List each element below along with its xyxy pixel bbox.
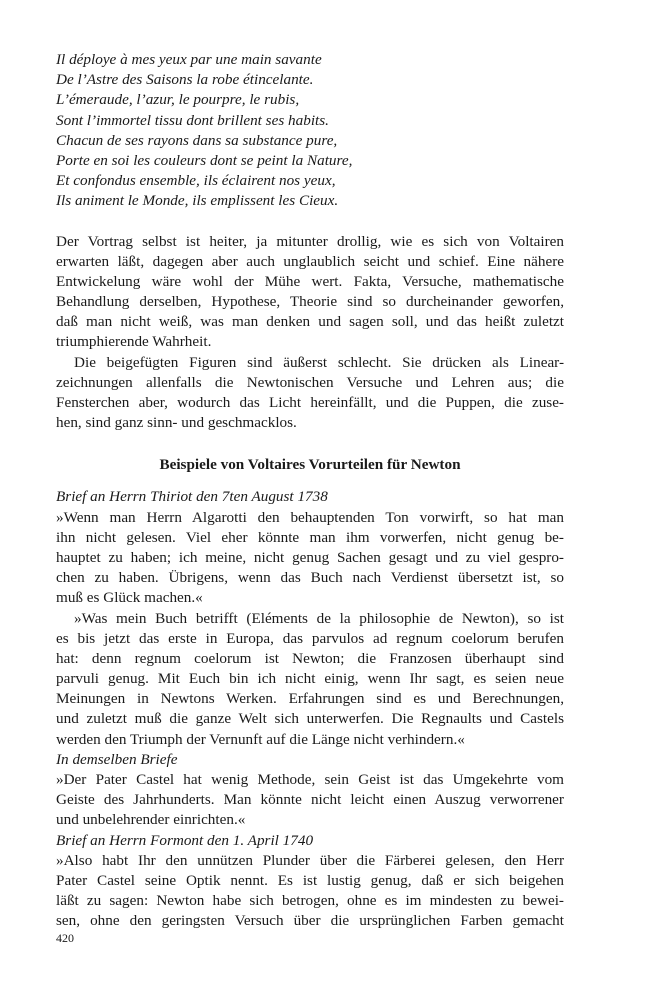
letter-title: Brief an Herrn Formont den 1. April 1740 (56, 831, 314, 849)
text-line: Fensterchen aber, wodurch das Licht hereinfällt, und die Puppen, die zuse- (56, 394, 564, 411)
text-line: »Also habt Ihr den unnützen Plunder über die Färberei gelesen, den Herr (56, 851, 564, 869)
letter-title: Brief an Herrn Thiriot den 7ten August 1738 (56, 488, 328, 506)
text-line: »Wenn man Herrn Algarotti den behauptenden Ton vorwirft, so hat man (56, 508, 564, 526)
text-line: läßt zu sagen: Newton habe sich betrogen, ohne es im mindesten zu bewei- (56, 892, 564, 910)
text-line: zeichnungen allenfalls die Newtonischen Versuche und Lehren aus; die (56, 373, 564, 391)
text-line: und zuletzt muß die ganze Welt sich unterwerfen. Die Regnaults und Castels (56, 710, 564, 728)
text-line: Meinungen in Newtons Werken. Erfahrungen sind es und Berechnungen, (56, 690, 564, 708)
text-line: und unbelehrender einrichten.« (56, 811, 246, 829)
paragraph-figuren (56, 353, 564, 434)
poem-line: Et confondus ensemble, ils éclairent nos yeux, (56, 172, 336, 190)
text-line: hen, sind ganz sinn- und geschmacklos. (56, 414, 297, 432)
letter-thiriot (56, 487, 564, 749)
text-line: sen, ohne den geringsten Versuch über die ursprünglichen Farben gemacht (56, 912, 564, 930)
text-line: Die beigefügten Figuren sind äußerst schlecht. Sie drücken als Linear- (74, 353, 564, 371)
text-line: triumphierende Wahrheit. (56, 333, 212, 351)
text-line: parvuli genug. Mit Euch bin ich nicht einig, wenn Ihr sagt, es seien neue (56, 670, 564, 688)
text-line: ihn nicht gelesen. Viel eher könnte man ihm vorwerfen, nicht genug be- (56, 528, 564, 546)
poem-line: Il déploye à mes yeux par une main savante (56, 51, 322, 68)
letter-title: In demselben Briefe (56, 750, 178, 768)
text-line: »Was mein Buch betrifft (Eléments de la philosophie de Newton), so ist (74, 609, 564, 627)
text-line: muß es Glück machen.« (56, 589, 203, 607)
page-number: 420 (56, 931, 74, 945)
text-line: Geiste des Jahrhunderts. Man könnte nicht leicht einen Auszug verworrener (56, 791, 564, 809)
text-line: es bis jetzt das erste in Europa, das parvulos ad regnum coelorum berufen (56, 629, 564, 647)
poem-line: Sont l’immortel tissu dont brillent ses habits. (56, 111, 329, 129)
poem-line: Porte en soi les couleurs dont se peint la Nature, (56, 151, 353, 169)
text-line: daß man nicht weiß, was man denken und sagen soll, und das heißt zuletzt (56, 313, 564, 331)
poem-line: Ils animent le Monde, ils emplissent les Cieux. (56, 192, 339, 210)
french-poem-quote (56, 50, 564, 212)
text-line: hauptet zu haben; ich meine, nicht genug Sachen gesagt und zu viel gespro- (56, 548, 564, 566)
page-body (56, 50, 564, 932)
letter-same (56, 750, 564, 831)
text-line: »Der Pater Castel hat wenig Methode, sein Geist ist das Umgekehrte vom (56, 771, 564, 788)
letter-formont (56, 831, 564, 932)
text-line: hat: denn regnum coelorum ist Newton; die Franzosen überhaupt sind (56, 649, 564, 667)
text-line: werden den Triumph der Vernunft auf die Länge nicht verhindern.« (56, 730, 465, 748)
section-heading: Beispiele von Voltaires Vorurteilen für Newton (159, 456, 461, 474)
poem-line: L’émeraude, l’azur, le pourpre, le rubis, (56, 91, 300, 109)
text-line: Pater Castel seine Optik nennt. Es ist lustig genug, daß er sich beigehen (56, 871, 564, 889)
poem-line: Chacun de ses rayons dans sa substance pure, (56, 131, 338, 149)
poem-line: De l’Astre des Saisons la robe étincelante. (56, 71, 314, 89)
text-line: Behandlung derselben, Hypothese, Theorie sind so durcheinander geworfen, (56, 293, 564, 311)
text-line: chen zu haben. Übrigens, wenn das Buch nach Verdienst übersetzt ist, so (56, 569, 564, 587)
text-line: Entwickelung wäre wohl der Mühe wert. Fakta, Versuche, mathematische (56, 272, 564, 290)
paragraph-vortrag (56, 232, 564, 353)
text-line: Der Vortrag selbst ist heiter, ja mitunter drollig, wie es sich von Voltairen (56, 232, 564, 250)
text-line: erwarten läßt, dagegen aber auch unglaublich seicht und schief. Eine nähere (56, 252, 564, 270)
